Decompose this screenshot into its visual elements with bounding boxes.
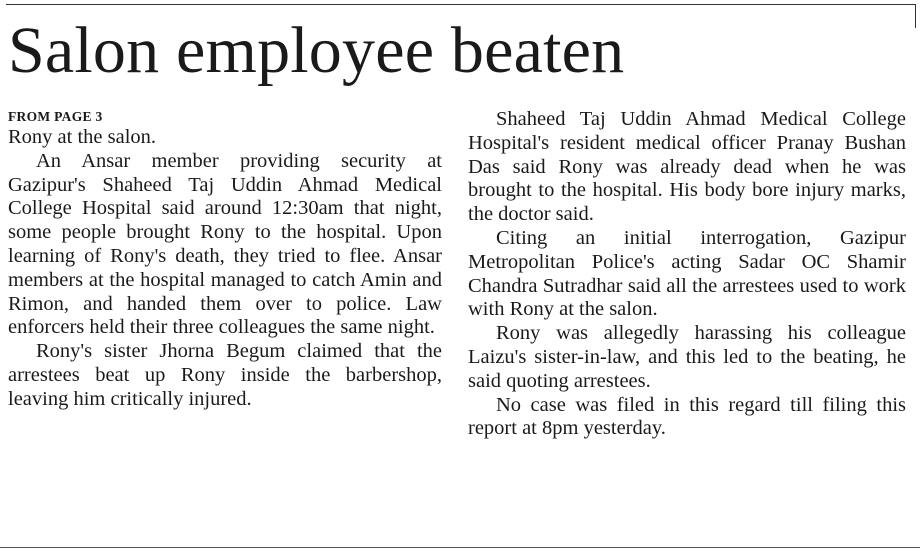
paragraph: Rony's sister Jhorna Begum claimed that the arrestees beat up Rony inside the barbershop, leaving him critically injured. <box>8 340 442 410</box>
continuation-kicker: FROM PAGE 3 <box>8 109 103 124</box>
bottom-rule <box>0 547 920 548</box>
paragraph: Citing an initial interrogation, Gazipur Metropolitan Police's acting Sadar OC Shamir Chandra Sutradhar said all the arrestees used to work with Rony at the salon. <box>468 226 906 321</box>
paragraph: Rony at the salon. <box>8 126 157 148</box>
paragraph: Rony was allegedly harassing his colleague Laizu's sister-in-law, and this led to the beating, he said quoting arrestees. <box>468 322 906 392</box>
left-column <box>8 108 442 412</box>
headline: Salon employee beaten <box>8 14 625 87</box>
right-column <box>468 108 906 441</box>
right-corner-rule <box>915 4 916 28</box>
paragraph: An Ansar member providing security at Gazipur's Shaheed Taj Uddin Ahmad Medical College Hospital said around 12:30am that night, some people brought Rony to the hospital. Upon learning of Rony's death, they tried to flee. Ansar members at the hospital managed to catch Amin and Rimon, and handed them over to police. Law enforcers held their three colleagues the same night. <box>8 149 442 339</box>
paragraph: No case was filed in this regard till filing this report at 8pm yesterday. <box>468 393 906 440</box>
paragraph: Shaheed Taj Uddin Ahmad Medical College Hospital's resident medical officer Pranay Bushan Das said Rony was already dead when he was brought to the hospital. His body bore injury marks, the doctor said. <box>468 108 906 226</box>
top-rule <box>6 4 916 5</box>
